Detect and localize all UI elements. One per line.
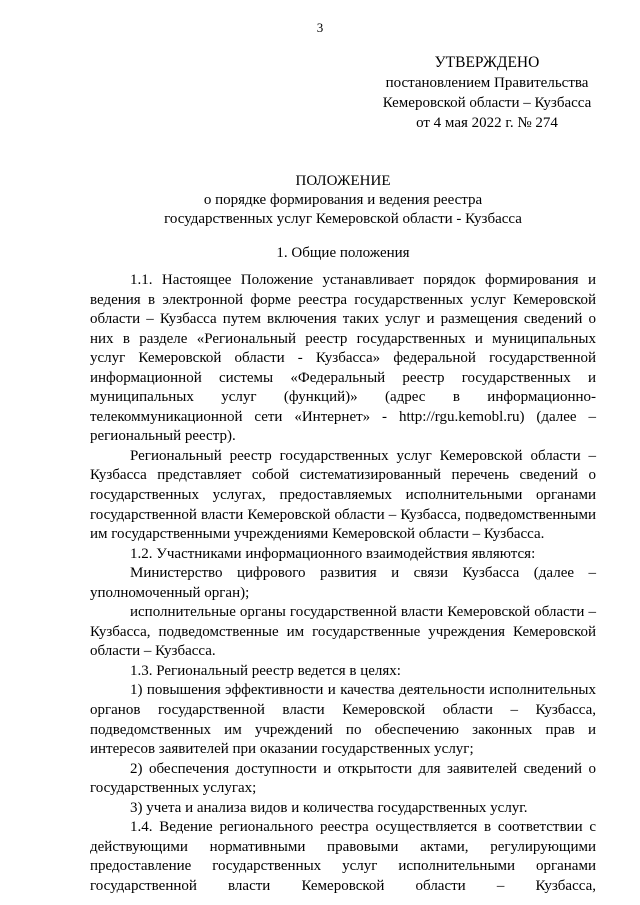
paragraph-1-1: 1.1. Настоящее Положение устанавливает порядок формирования и ведения в электронной форме реестра государственных услуг Кемеровской области – Кузбасса путем включения таких услуг и размещения сведений о них в разделе «Региональный реестр государственных и муниципальных услуг Кемеровской области - Кузбасса» федеральной государственной информационной системы «Федеральный реестр государственных и муниципальных услуг (функций)» (адрес в информационно-телекоммуникационной сети «Интернет» - http://rgu.kemobl.ru) (далее – региональный реестр). <box>90 272 596 445</box>
paragraph-registry-definition: Региональный реестр государственных услуг Кемеровской области – Кузбасса представляет собой систематизированный перечень сведений о государственных услугах, предоставляемых исполнительными органами государственной власти Кемеровской области – Кузбасса, подведомственными им государственными учреждениями Кемеровской области – Кузбасса. <box>90 447 596 543</box>
approval-line-3: от 4 мая 2022 г. № 274 <box>416 115 558 131</box>
document-heading <box>90 172 596 229</box>
approval-title: УТВЕРЖДЕНО <box>434 54 540 71</box>
page-number: 3 <box>316 20 324 35</box>
paragraph-goal-3: 3) учета и анализа видов и количества государственных услуг. <box>130 799 528 816</box>
document-title: ПОЛОЖЕНИЕ <box>295 173 391 189</box>
approval-line-1: постановлением Правительства <box>385 75 589 91</box>
approval-stamp-block <box>378 53 596 133</box>
document-body <box>90 271 596 897</box>
paragraph-1-3: 1.3. Региональный реестр ведется в целях: <box>130 662 401 679</box>
section-title: 1. Общие положения <box>276 245 410 261</box>
document-subtitle-line-1: о порядке формирования и ведения реестра <box>203 192 483 208</box>
paragraph-participant-ministry: Министерство цифрового развития и связи Кузбасса (далее – уполномоченный орган); <box>90 565 596 601</box>
paragraph-participant-executive-bodies: исполнительные органы государственной власти Кемеровской области – Кузбасса, подведомственные им государственные учреждения Кемеровской области – Кузбасса. <box>90 604 596 660</box>
paragraph-goal-2: 2) обеспечения доступности и открытости для заявителей сведений о государственных услугах; <box>90 760 596 797</box>
paragraph-1-4: 1.4. Ведение регионального реестра осуществляется в соответствии с действующими нормативными правовыми актами, регулирующими предоставление государственных услуг исполнительными органами государственной власти Кемеровской области – Кузбасса, <box>90 819 596 894</box>
paragraph-1-2: 1.2. Участниками информационного взаимодействия являются: <box>130 545 536 562</box>
document-subtitle-line-2: государственных услуг Кемеровской области - Кузбасса <box>164 211 522 227</box>
paragraph-goal-1: 1) повышения эффективности и качества деятельности исполнительных органов государственной власти Кемеровской области – Кузбасса, подведомственных им учреждений по обеспечению законных прав и интересов заявителей при оказании государственных услуг; <box>90 682 596 758</box>
approval-line-2: Кемеровской области – Кузбасса <box>382 95 592 111</box>
